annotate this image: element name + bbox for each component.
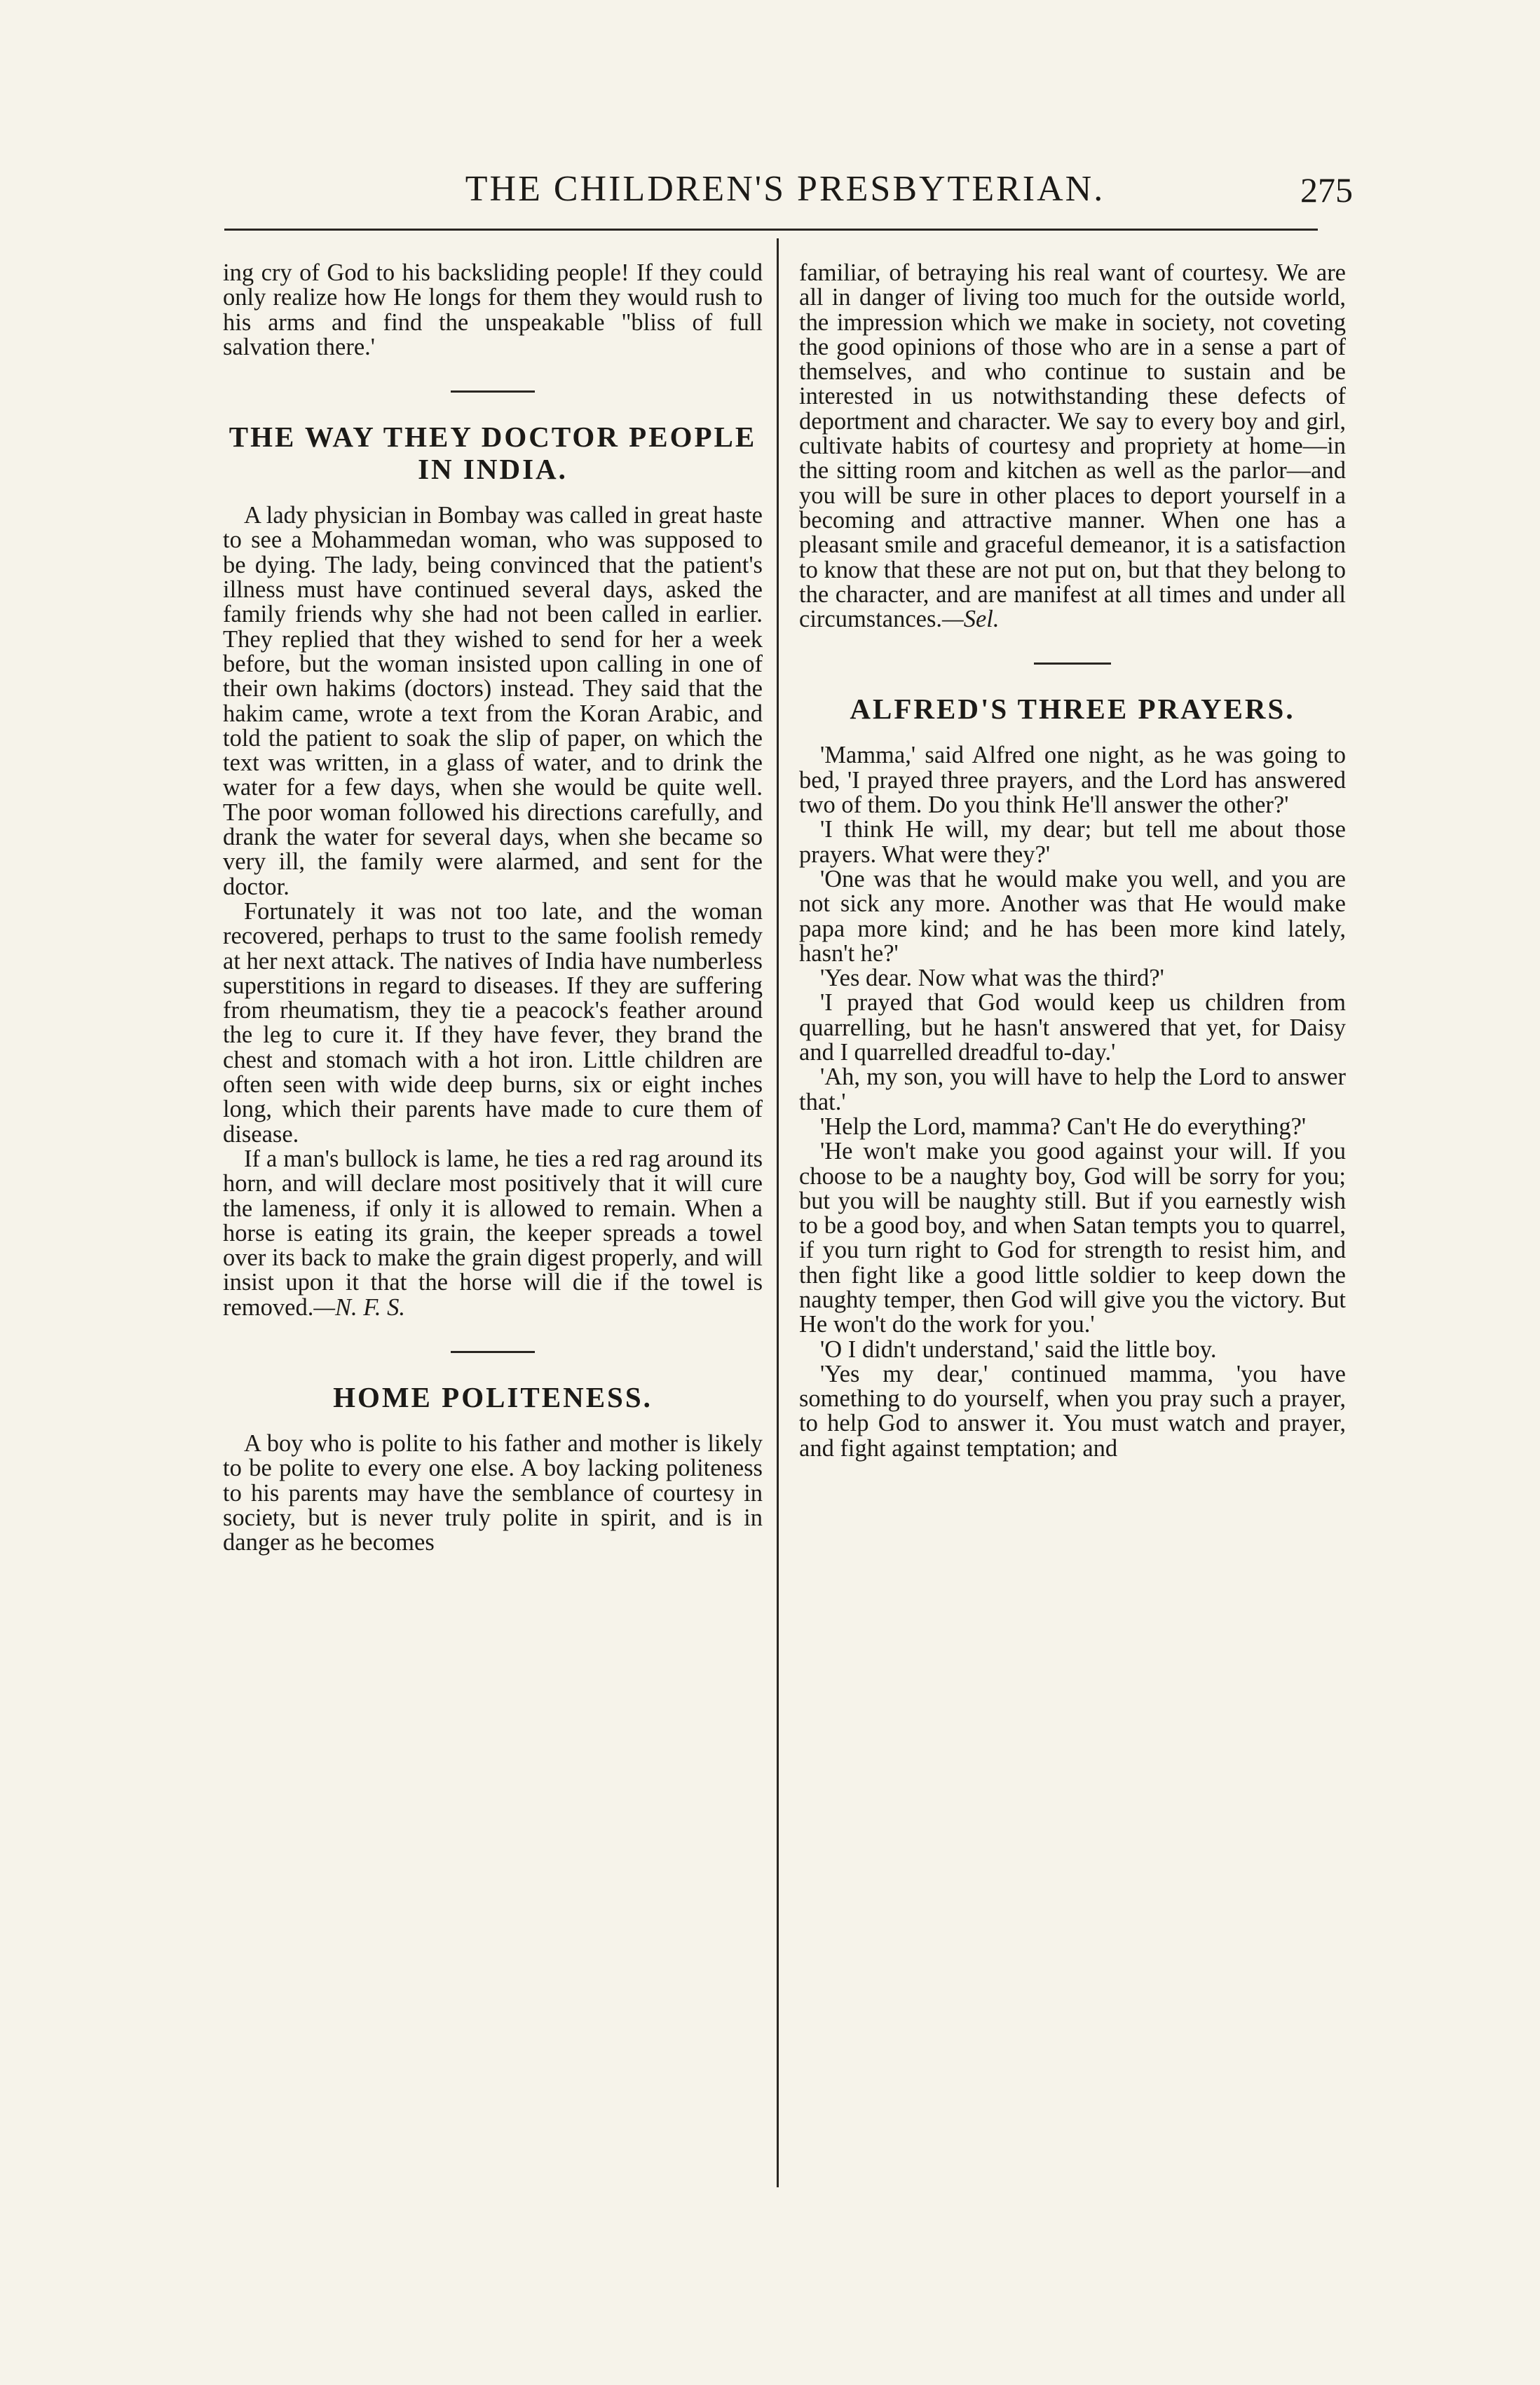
- article-paragraph: A lady physician in Bombay was called in great haste to see a Mohammedan woman, who was supposed to be dying. The lady, being convinced that the patient's illness must have continued several days, asked the family friends why she had not been called in earlier. They replied that they wished to send for her a week before, but the woman insisted upon calling in one of their own hakims (doctors) instead. They said that the hakim came, wrote a text from the Koran Arabic, and told the patient to soak the slip of paper, on which the text was written, in a glass of water, and to drink the water for a few days, when she would be quite well. The poor woman followed his directions carefully, and drank the water for several days, when she became so very ill, the family were alarmed, and sent for the doctor.: [223, 502, 763, 900]
- article-paragraph: 'I prayed that God would keep us children from quarrelling, but he hasn't answered that yet, for Daisy and I quarrelled dreadful to-day.': [799, 989, 1346, 1066]
- article-paragraph: 'Mamma,' said Alfred one night, as he was going to bed, 'I prayed three prayers, and the Lord has answered two of them. Do you think He'll answer the other?': [799, 742, 1346, 819]
- page-number: 275: [1300, 170, 1353, 210]
- article-paragraph: 'Help the Lord, mamma? Can't He do everything?': [820, 1113, 1307, 1140]
- left-column: [223, 261, 763, 1555]
- article-title-alfreds-prayers: ALFRED'S THREE PRAYERS.: [850, 693, 1295, 726]
- running-title: THE CHILDREN'S PRESBYTERIAN.: [465, 169, 1105, 209]
- page-header: [189, 168, 1353, 224]
- paragraph-text: If a man's bullock is lame, he ties a red rag around its horn, and will declare most positively that it will cure the lameness, if only it is allowed to remain. When a horse is eating its grain, the keeper spreads a towel over its back to make the grain digest properly, and will insist upon it that the horse will die if the towel is removed.: [223, 1145, 763, 1321]
- right-column: [799, 261, 1346, 1461]
- article-paragraph: 'He won't make you good against your will. If you choose to be a naughty boy, God will be sorry for you; but you will be naughty still. But if you earnestly wish to be a good boy, and when Satan tempts you to quarrel, if you turn right to God for strength to resist him, and then fight like a good little soldier to keep down the naughty temper, then God will give you the victory. But He won't do the work for you.': [799, 1138, 1346, 1338]
- section-separator: [451, 1351, 535, 1353]
- article-signature: —N. F. S.: [313, 1293, 406, 1321]
- article-paragraph: 'Yes dear. Now what was the third?': [820, 965, 1164, 992]
- article-paragraph: 'Yes my dear,' continued mamma, 'you have something to do yourself, when you pray such a prayer, to help God to answer it. You must watch and prayer, and fight against temptation; and: [799, 1360, 1346, 1462]
- column-divider: [777, 238, 779, 2187]
- paragraph-text: familiar, of betraying his real want of courtesy. We are all in danger of living too much for the outside world, the impression which we make in society, not coveting the good opinions of those who are in a sense a part of themselves, and who continue to sustain and be interested in us notwithstanding these defects of deportment and character. We say to every boy and girl, cultivate habits of courtesy and propriety at home—in the sitting room and kitchen as well as the parlor—and you will be sure in other places to deport yourself in a becoming and attractive manner. When one has a pleasant smile and graceful demeanor, it is a satisfaction to know that these are not put on, but that they belong to the character, and are manifest at all times and under all circumstances.: [799, 259, 1346, 633]
- article-title-doctor-india: THE WAY THEY DOCTOR PEOPLE IN INDIA.: [229, 421, 757, 486]
- section-separator: [451, 390, 535, 393]
- article-signature: —Sel.: [942, 606, 1000, 633]
- article-paragraph: A boy who is polite to his father and mother is likely to be polite to every one else. A boy lacking politeness to his parents may have the semblance of courtesy in society, but is never truly polite in spirit, and is in danger as he becomes: [223, 1429, 763, 1556]
- article-title-home-politeness: HOME POLITENESS.: [333, 1380, 653, 1413]
- continued-paragraph: ing cry of God to his backsliding people! If they could only realize how He longs for them they would rush to his arms and find the unspeakable "bliss of full salvation there.': [223, 259, 763, 360]
- article-paragraph: 'Ah, my son, you will have to help the Lord to answer that.': [799, 1064, 1346, 1115]
- continued-paragraph: [799, 261, 1346, 632]
- section-separator: [1034, 662, 1111, 665]
- article-paragraph: 'One was that he would make you well, and you are not sick any more. Another was that He would make papa more kind; and he has been more kind lately, hasn't he?': [799, 865, 1346, 967]
- article-paragraph: [223, 1147, 763, 1320]
- article-paragraph: 'I think He will, my dear; but tell me about those prayers. What were they?': [799, 816, 1346, 868]
- header-rule: [224, 229, 1318, 231]
- article-paragraph: Fortunately it was not too late, and the woman recovered, perhaps to trust to the same foolish remedy at her next attack. The natives of India have numberless superstitions in regard to diseases. If they are suffering from rheumatism, they tie a peacock's feather around the leg to cure it. If they have fever, they brand the chest and stomach with a hot iron. Little children are often seen with wide deep burns, six or eight inches long, which their parents have made to cure them of disease.: [223, 897, 763, 1148]
- article-paragraph: 'O I didn't understand,' said the little boy.: [820, 1336, 1217, 1363]
